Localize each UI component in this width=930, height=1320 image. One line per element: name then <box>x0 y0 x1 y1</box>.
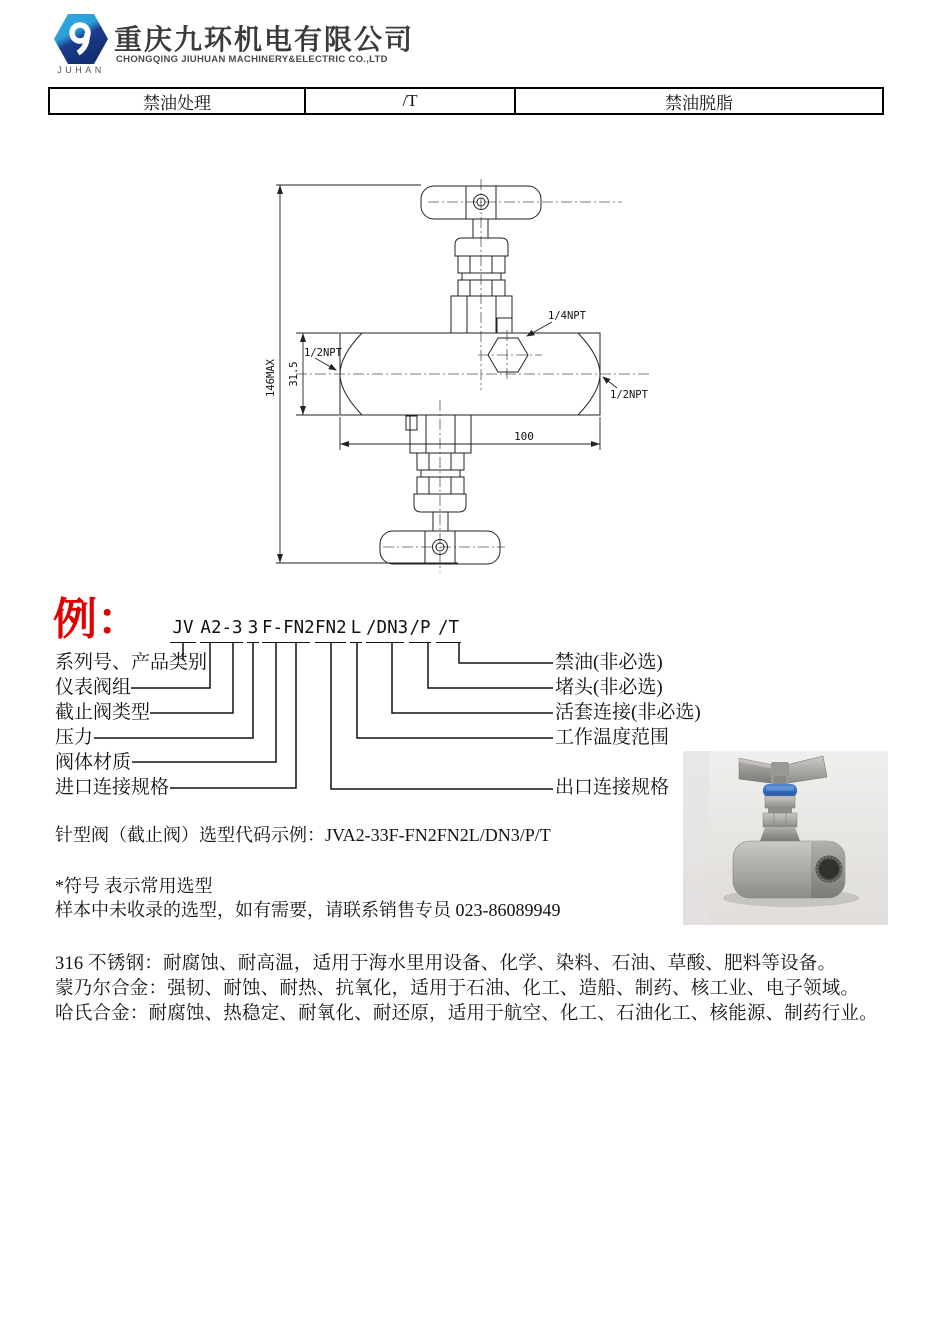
material-316ss: 316 不锈钢：耐腐蚀、耐高温，适用于海水里用设备、化学、染料、石油、草酸、肥料等设备。 <box>55 954 837 974</box>
label-pressure: 压力 <box>55 727 94 748</box>
code-seg-temp: L <box>350 618 362 643</box>
company-logo-icon <box>52 13 110 65</box>
label-inlet-spec: 进口连接规格 <box>55 777 170 798</box>
code-seg-plug: /P <box>409 618 431 643</box>
contact-note: 样本中未收录的选型，如有需要，请联系销售专员 023-86089949 <box>55 900 561 920</box>
selection-code-example: 针型阀（截止阀）选型代码示例：JVA2-33F-FN2FN2L/DN3/P/T <box>55 825 551 845</box>
label-valve-group: 仪表阀组 <box>55 677 132 698</box>
label-outlet-spec: 出口连接规格 <box>555 777 670 798</box>
example-heading: 例： <box>53 595 141 644</box>
logo-wordmark: JUHAN <box>57 65 105 75</box>
port-leaders <box>315 322 617 388</box>
oil-free-table <box>48 87 884 115</box>
table-cell-code: /T <box>304 89 514 113</box>
code-seg-outlet: FN2 <box>315 618 346 643</box>
table-cell-treatment: 禁油处理 <box>143 93 211 113</box>
dim-overall-height: 146MAX <box>265 359 277 397</box>
company-name-en: CHONGQING JIUHUAN MACHINERY&ELECTRIC CO.,LTD <box>116 54 388 65</box>
code-seg-group: A2-3 <box>200 618 243 643</box>
symbol-note: *符号 表示常用选型 <box>55 876 213 896</box>
port-label-top: 1/4NPT <box>548 310 586 322</box>
dim-body-length: 100 <box>514 430 534 443</box>
valve-product-photo <box>683 751 888 925</box>
company-name-cn: 重庆九环机电有限公司 <box>114 23 415 56</box>
code-seg-pressure: 3 <box>247 618 259 643</box>
label-series: 系列号、产品类别 <box>55 652 208 673</box>
table-cell-degrease: 禁油脱脂 <box>514 89 882 113</box>
code-seg-series: JV <box>170 618 196 643</box>
port-label-left: 1/2NPT <box>304 347 342 359</box>
dim-body-height: 31.5 <box>288 361 300 387</box>
code-seg-material-inlet: F-FN2 <box>262 618 310 643</box>
label-valve-type: 截止阀类型 <box>55 702 151 723</box>
label-oil-free: 禁油(非必选) <box>555 652 663 673</box>
code-seg-oilfree: /T <box>436 618 461 643</box>
label-temp-range: 工作温度范围 <box>555 727 670 748</box>
valve-technical-drawing <box>258 173 653 578</box>
material-hastelloy: 哈氏合金：耐腐蚀、热稳定、耐氧化、耐还原，适用于航空、化工、石油化工、核能源、制药行业。 <box>55 1004 878 1024</box>
label-union: 活套连接(非必选) <box>555 702 701 723</box>
label-plug: 堵头(非必选) <box>555 677 663 698</box>
material-monel: 蒙乃尔合金：强韧、耐蚀、耐热、抗氧化，适用于石油、化工、造船、制药、核工业、电子领域。 <box>55 979 860 999</box>
label-body-material: 阀体材质 <box>55 752 132 773</box>
port-label-right: 1/2NPT <box>610 389 648 401</box>
code-seg-union: /DN3 <box>366 618 404 643</box>
